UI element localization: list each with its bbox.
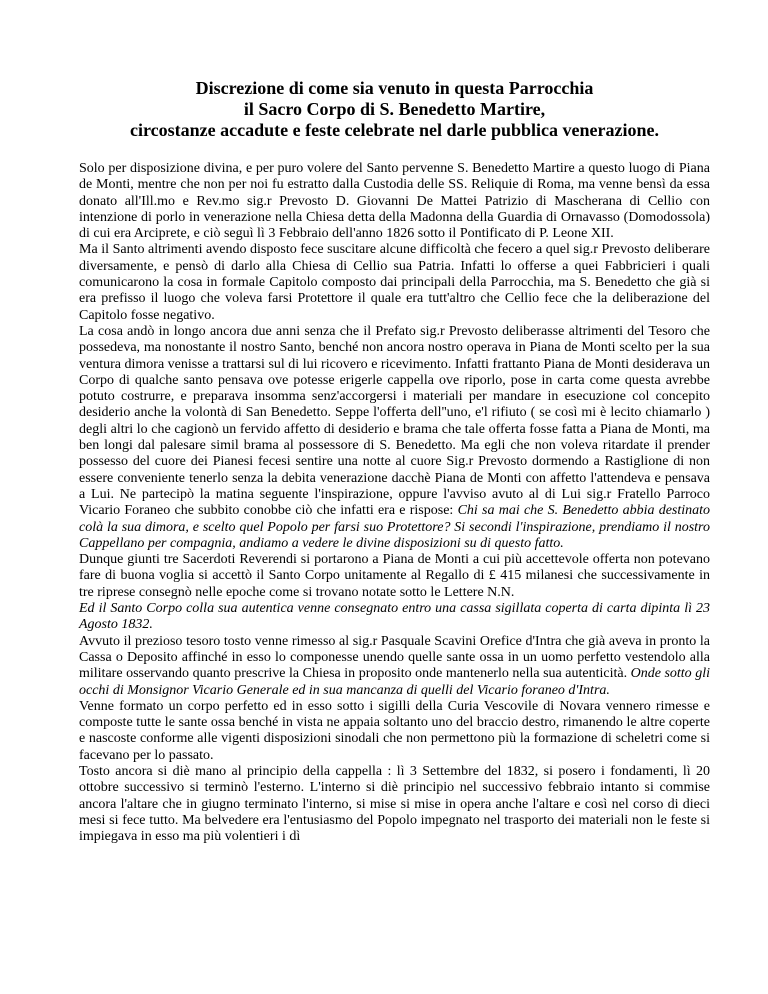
title-line-1: Discrezione di come sia venuto in questa Parrocchia [195, 78, 594, 98]
italic-text: Ed il Santo Corpo colla sua autentica venne consegnato entro una cassa sigillata coperta di carta dipinta lì 23 Agosto 1832. [79, 601, 710, 633]
paragraph-text: Avvuto il prezioso tesoro tosto venne rimesso al sig.r Pasquale Scavini Orefice d'Intra che già aveva in pronto la Cassa o Deposito affinché in esso lo componesse unendo quelle sante ossa in un uomo perfetto vestendolo alla militare osservando quanto prescrive la Chiesa in proposito onde mantenerlo nella sua autenticità. [79, 633, 710, 682]
title-line-2: il Sacro Corpo di S. Benedetto Martire, [243, 99, 546, 119]
paragraph [79, 634, 710, 699]
paragraph-text: La cosa andò in longo ancora due anni senza che il Prefato sig.r Prevosto deliberasse altrimenti del Tesoro che possedeva, ma nonostante il nostro Santo, benché non ancora nostro operava in Piana de Monti scelto per la sua ventura dimora venisse a trattarsi sul di lui ricovero e ricevimento. Infatti frattanto Piana de Monti desiderava un Corpo di qualche santo pensava ove potesse erigerle cappella ove riporlo, pose in carta come questa avrebbe potuto costrurre, e preparava insomma senz'accorgersi i materiali per mandare in esecuzione col concepito desiderio anche la volontà di San Benedetto. Seppe l'offerta dell''uno, e'l rifiuto ( se così mi è lecito chiamarlo ) degli altri lo che cagionò un fervido affetto di desiderio e brama che tale offerta fosse fatta a Piana de Monti, ma ben longi dal palesare simil brama al possessore di S. Benedetto. Ma egli che non voleva ritardate il prender possesso del cuore dei Pianesi fecesi sentire una notte al cuore Sig.r Prevosto dormendo a Rastiglione di non essere conveniente tenerlo senza la debita venerazione dacchè Piana de Monti con affetto l'attendeva e pensava a Lui. Ne partecipò la matina seguente l'inspirazione, oppure l'avviso avuto al di Lui sig.r Fratello Parroco Vicario Foraneo che subbito conobbe ciò che infatti era e rispose: [79, 323, 710, 519]
paragraph: Venne formato un corpo perfetto ed in esso sotto i sigilli della Curia Vescovile di Novara vennero rimesse e composte tutte le sante ossa benché in vista ne appaia soltanto uno del braccio destro, rimanendo le altre coperte e nascoste conforme alle vigenti disposizioni sinodali che non permettono più la formazione di scheletri come si facevano per lo passato. [79, 698, 710, 763]
paragraph-italic [79, 601, 710, 634]
paragraph: Solo per disposizione divina, e per puro volere del Santo pervenne S. Benedetto Martire a questo luogo di Piana de Monti, mentre che non per noi fu estratto dalla Custodia delle SS. Reliquie di Roma, ma venne bensì da essa donato all'Ill.mo e Rev.mo sig.r Prevosto D. Giovanni De Mattei Patrizio di Mascherana di Cellio con intenzione di porlo in venerazione nella Chiesa detta della Madonna della Guardia di Ornavasso (Domodossola) di cui era Arciprete, e ciò seguì lì 3 Febbraio dell'anno 1826 sotto il Pontificato di P. Leone XII. [79, 161, 710, 242]
paragraph: Ma il Santo altrimenti avendo disposto fece suscitare alcune difficoltà che fecero a quel sig.r Prevosto deliberare diversamente, e pensò di darlo alla Chiesa di Cellio sua Patria. Infatti lo offerse a quei Fabbricieri i quali comunicarono la cosa in formale Capitolo composto dai principali della Parrocchia, ma S. Benedetto che già si era prefisso il luogo che voleva farsi Protettore il quale era tutt'altro che Cellio fece che la deliberazione del Capitolo fosse negativo. [79, 242, 710, 323]
paragraph: Tosto ancora si diè mano al principio della cappella : lì 3 Settembre del 1832, si posero i fondamenti, lì 20 ottobre successivo si terminò l'esterno. L'interno si diè principio nel successivo febbraio intanto si commise ancora l'altare che in giugno terminato l'interno, si mise si mise in opera anche l'altare e così nel corso di dieci mesi si fece tutto. Ma belvedere era l'entusiasmo del Popolo impegnato nel trasporto dei materiali non le feste si impiegava in esso ma più volentieri i dì [79, 763, 710, 845]
document-title [79, 78, 710, 141]
paragraph [79, 324, 710, 552]
italic-text: Onde sotto gli occhi di Monsignor Vicario Generale ed in sua mancanza di quelli del Vicario foraneo d'Intra. [79, 666, 710, 698]
title-line-3: circostanze accadute e feste celebrate nel darle pubblica venerazione. [129, 120, 660, 140]
paragraph: Dunque giunti tre Sacerdoti Reverendi si portarono a Piana de Monti a cui più accettevole offerta non potevano fare di buona voglia si accettò il Santo Corpo unitamente al Regallo di £ 415 milanesi che successivamente in tre riprese consegnò nelle epoche come si trovano notate sotto le Lettere N.N. [79, 552, 710, 600]
document-body [79, 161, 710, 845]
italic-quote: Chi sa mai che S. Benedetto abbia destinato colà la sua dimora, e scelto quel Popolo per farsi suo Protettore? Si secondi l'inspirazione, prendiamo il nostro Cappellano per compagnia, andiamo a vedere le divine disposizioni su di questo fatto. [79, 503, 711, 551]
